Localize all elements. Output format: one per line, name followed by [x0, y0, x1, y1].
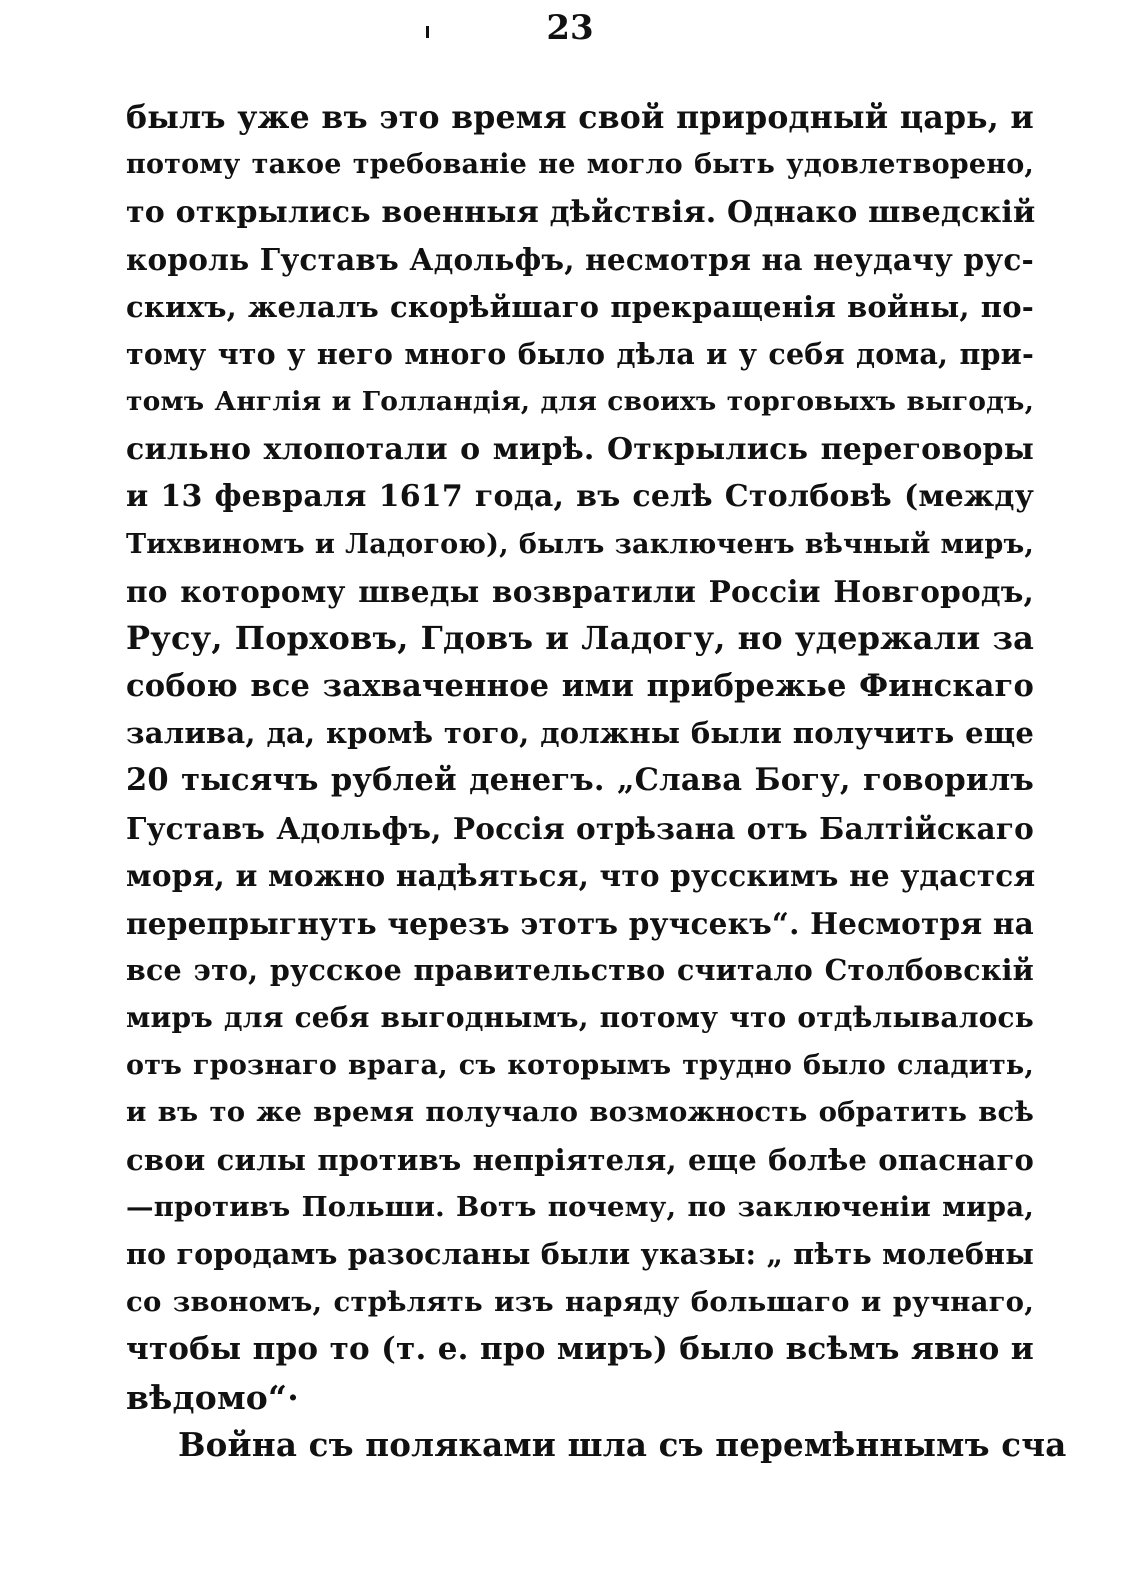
text-line: моря, и можно надѣяться, что русскимъ не удастся	[126, 858, 1036, 894]
text-line: перепрыгнуть черезъ этотъ ручсекъ“. Несмотря на	[126, 905, 1034, 941]
body-text	[126, 94, 1067, 1468]
text-line: —противъ Польши. Вотъ почему, по заключеніи мира,	[126, 1190, 1034, 1223]
text-line: 20 тысячъ рублей денегъ. „Слава Богу, говорилъ	[126, 762, 1034, 799]
text-line: былъ уже въ это время свой природный царь, и	[126, 99, 1034, 136]
text-line: по которому шведы возвратили Россіи Новгородъ,	[126, 573, 1034, 609]
text-line: и 13 февраля 1617 года, въ селѣ Столбовѣ (между	[126, 479, 1034, 515]
text-line: Тихвиномъ и Ладогою), былъ заключенъ вѣчный миръ,	[126, 528, 1034, 560]
stray-print-mark	[426, 26, 429, 38]
text-line: отъ грознаго врага, съ которымъ трудно было сладить,	[126, 1049, 1034, 1081]
text-line: скихъ, желалъ скорѣйшаго прекращенія войны, по-	[126, 289, 1034, 324]
text-line: потому такое требованіе не могло быть удовлетворено,	[126, 149, 1034, 181]
text-line: то открылись военныя дѣйствія. Однако шведскій	[126, 194, 1036, 230]
text-line: король Густавъ Адольфъ, несмотря на неудачу рус-	[126, 242, 1034, 278]
text-line: Густавъ Адольфъ, Россія отрѣзана отъ Балтійскаго	[126, 810, 1034, 846]
text-line: все это, русское правительство считало Столбовскій	[126, 953, 1034, 988]
text-line: миръ для себя выгоднымъ, потому что отдѣлывалось	[126, 1001, 1034, 1035]
page-number: 23	[546, 8, 594, 48]
text-line: со звономъ, стрѣлять изъ наряду большаго и ручнаго,	[126, 1285, 1034, 1318]
text-line: залива, да, кромѣ того, должны были получить еще	[126, 716, 1034, 751]
text-line: и въ то же время получало возможность обратить всѣ	[126, 1096, 1034, 1129]
text-line: тому что у него много было дѣла и у себя дома, при-	[126, 336, 1034, 371]
text-line: вѣдомо“·	[126, 1377, 299, 1417]
text-line: Русу, Порховъ, Гдовъ и Ладогу, но удержали за	[126, 619, 1034, 658]
text-line: чтобы про то (т. е. про миръ) было всѣмъ явно и	[126, 1331, 1034, 1368]
text-line: свои силы противъ непріятеля, еще болѣе опаснаго	[126, 1142, 1034, 1177]
text-line: по городамъ разосланы были указы: „ пѣть молебны	[126, 1237, 1034, 1272]
text-line: сильно хлопотали о мирѣ. Открылись переговоры	[126, 431, 1034, 467]
paragraph-start-line: Война съ поляками шла съ перемѣннымъ сча	[178, 1424, 1067, 1464]
text-line: собою все захваченное ими прибрежье Финскаго	[126, 667, 1034, 704]
text-line: томъ Англія и Голландія, для своихъ торговыхъ выгодъ,	[126, 386, 1034, 418]
